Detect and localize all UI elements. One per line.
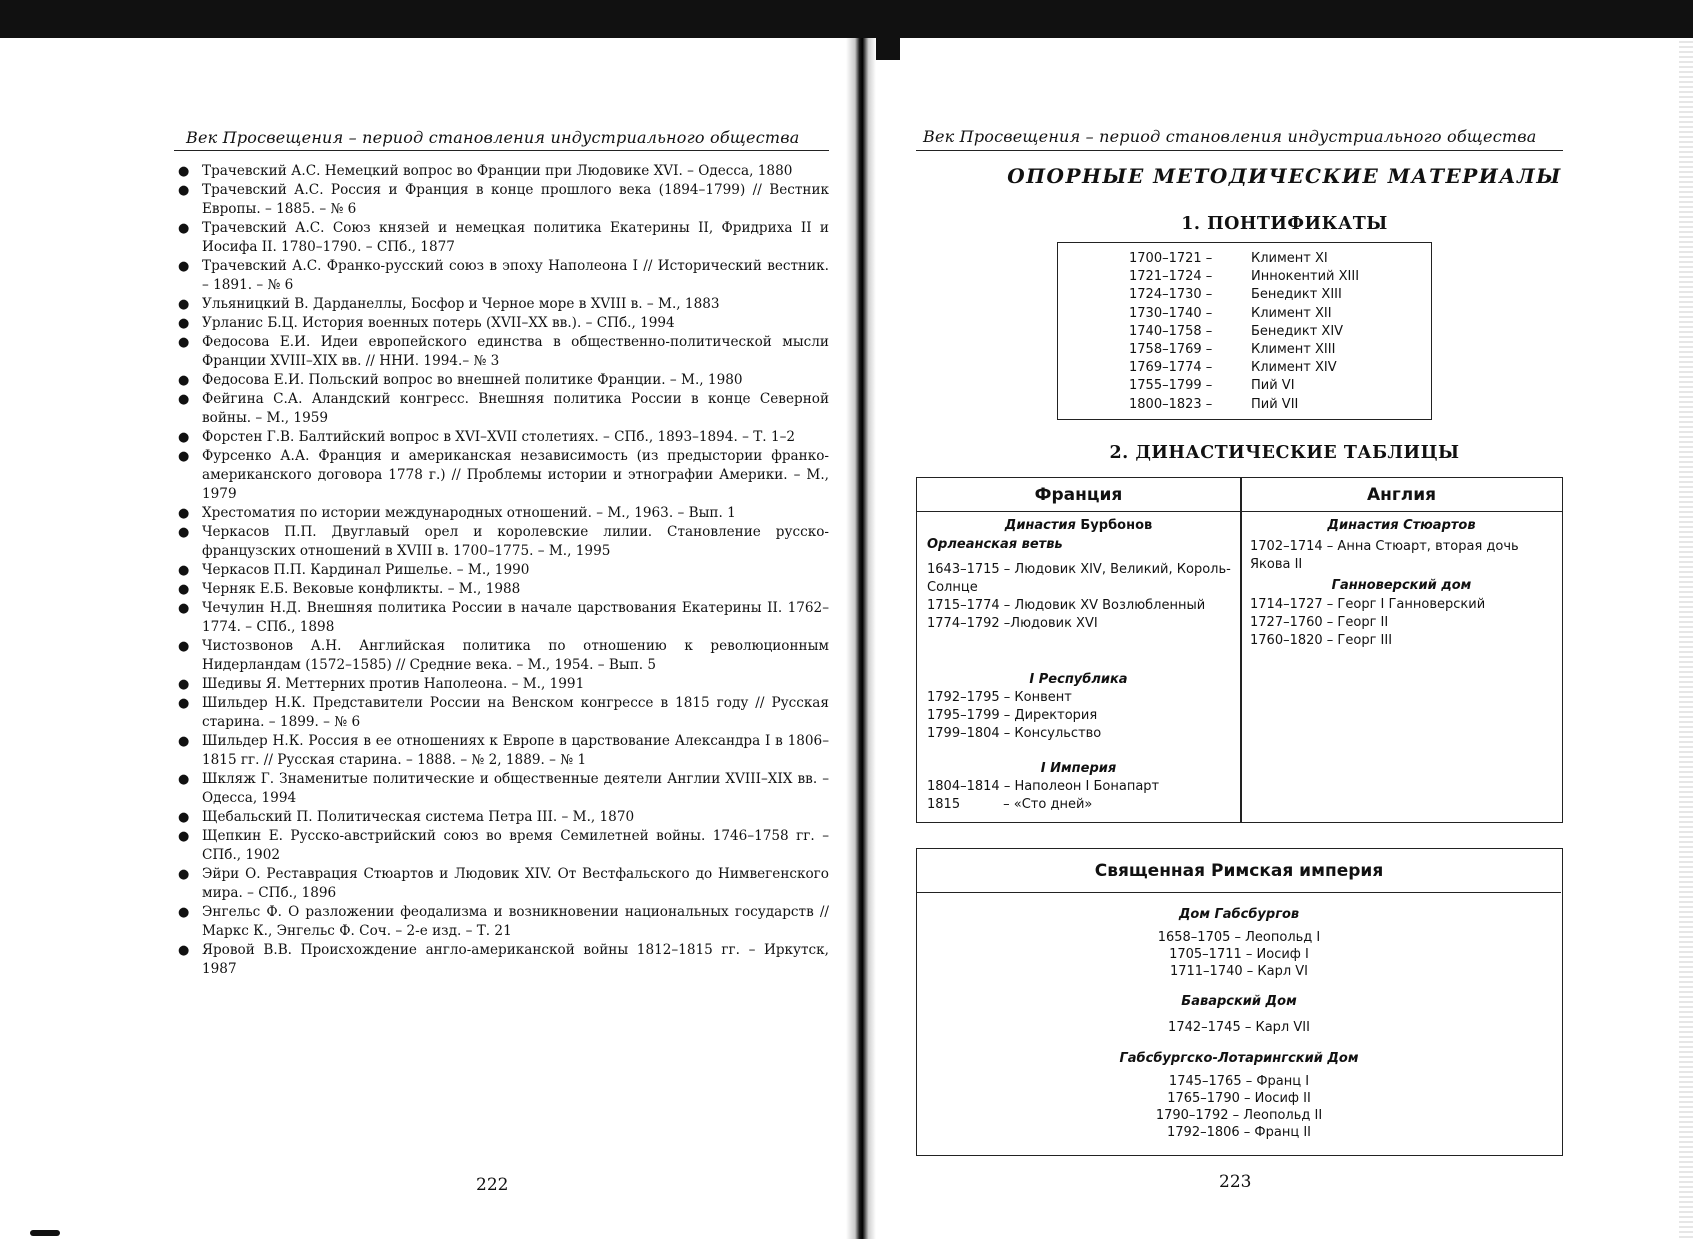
hre-habsburg-line: 1705–1711 – Иосиф I [1169,947,1309,962]
england-header: Англия [1241,478,1562,512]
running-head-right: Век Просвещения – период становления индустриального общества [923,127,1537,146]
section-title-dynastic: 2. ДИНАСТИЧЕСКИЕ ТАБЛИЦЫ [1109,443,1460,463]
book-gutter [846,38,876,1239]
bibliography-text: Ульяницкий В. Дарданеллы, Босфор и Черное море в XVIII в. – М., 1883 [202,296,720,312]
france-empire [927,778,1159,814]
france-empire-line [927,796,1159,814]
bibliography-list [174,162,829,979]
bibliography-item [174,903,829,941]
pontificate-name: Климент XII [1251,305,1332,321]
england-hanover-title: Ганноверский дом [1331,578,1472,593]
hre-title: Священная Римская империя [917,849,1561,893]
england-hanover-line: 1760–1820 – Георг III [1250,633,1393,648]
bullet-icon: ● [178,430,190,445]
pontificate-years: 1800–1823 – [1129,396,1213,412]
bullet-icon: ● [178,563,190,578]
bibliography-item [174,580,829,599]
bullet-icon: ● [178,316,190,331]
bullet-icon: ● [178,221,190,236]
bibliography-item [174,694,829,732]
bibliography-text: Шедивы Я. Меттерних против Наполеона. – М., 1991 [202,676,585,692]
hre-lorraine-title: Габсбургско-Лотарингский Дом [1119,1051,1359,1066]
bibliography-item [174,219,829,257]
bibliography-item [174,732,829,770]
pontificate-years: 1724–1730 – [1129,287,1213,303]
bullet-icon: ● [178,259,190,274]
main-title: ОПОРНЫЕ МЕТОДИЧЕСКИЕ МАТЕРИАЛЫ [1007,164,1562,188]
hre-lorraine-line: 1790–1792 – Леопольд II [1155,1108,1323,1123]
bullet-icon: ● [178,297,190,312]
bibliography-item [174,808,829,827]
france-republic-line: 1792–1795 – Конвент [927,690,1072,705]
bibliography-item [174,827,829,865]
france-dynasty [917,517,1240,535]
bullet-icon: ● [178,335,190,350]
bullet-icon: ● [178,183,190,198]
france-empire-line [927,778,1159,796]
left-page [0,0,846,1239]
france-bourbon-line: 1643–1715 – Людовик XIV, Великий, Король-Солнце [927,562,1231,595]
bullet-icon: ● [178,734,190,749]
bibliography-text: Федосова Е.И. Идеи европейского единства в общественно-политической мысли Франции XVIII–XIX вв. // ННИ. 1994.– № 3 [202,334,829,369]
bullet-icon: ● [178,810,190,825]
bibliography-item [174,941,829,979]
bibliography-item [174,637,829,675]
england-stuart-title: Династия Стюартов [1327,518,1476,533]
england-hanover-line: 1714–1727 – Георг I Ганноверский [1250,597,1486,612]
bibliography-text: Чистозвонов А.Н. Английская политика по отношению к революционным Нидерландам (1572–1585) // Средние века. – М., 1954. – Вып. 5 [202,638,829,673]
bibliography-item [174,770,829,808]
bibliography-text: Эйри О. Реставрация Стюартов и Людовик XIV. От Вестфальского до Нимвегенского мира. – СПб., 1896 [202,866,829,901]
france-branch: Орлеанская ветвь [927,537,1063,552]
bibliography-text: Шильдер Н.К. Представители России на Венском конгрессе в 1815 году // Русская старина. – 1899. – № 6 [202,695,829,730]
bibliography-item [174,428,829,447]
pontificate-row [1129,359,1337,377]
bibliography-item [174,599,829,637]
france-empire-years: 1815 [927,797,961,812]
bibliography-item [174,523,829,561]
bibliography-text: Форстен Г.В. Балтийский вопрос в XVI–XVII столетиях. – СПб., 1893–1894. – Т. 1–2 [202,429,796,445]
pontificate-row [1129,341,1335,359]
running-rule-right [916,150,1563,151]
bibliography-text: Хрестоматия по истории международных отношений. – М., 1963. – Вып. 1 [202,505,736,521]
hre-bavaria-title: Баварский Дом [1181,994,1297,1009]
france-header: Франция [917,478,1240,512]
bibliography-text: Черкасов П.П. Двуглавый орел и королевские лилии. Становление русско-французских отношений в XVIII в. 1700–1775. – М., 1995 [202,524,829,559]
france-empire-years: 1804–1814 [927,779,1000,794]
bibliography-item [174,333,829,371]
bullet-icon: ● [178,373,190,388]
france-empire-title: I Империя [1040,761,1117,776]
pontificate-row [1129,377,1295,395]
pontificate-years: 1721–1724 – [1129,269,1213,285]
right-page [876,0,1693,1239]
bibliography-text: Федосова Е.И. Польский вопрос во внешней политике Франции. – М., 1980 [202,372,743,388]
hre-habsburg-line: 1658–1705 – Леопольд I [1157,930,1321,945]
bibliography-item [174,675,829,694]
bullet-icon: ● [178,639,190,654]
pontificate-years: 1769–1774 – [1129,360,1213,376]
hre-lorraine-line: 1745–1765 – Франц I [1168,1074,1310,1089]
pontificate-name: Бенедикт XIII [1251,287,1342,303]
bibliography-item [174,561,829,580]
bullet-icon: ● [178,506,190,521]
bullet-icon: ● [178,164,190,179]
bibliography-text: Трачевский А.С. Союз князей и немецкая политика Екатерины II, Фридриха II и Иосифа II. 1780–1790. – СПб., 1877 [202,220,829,255]
pontificate-row [1129,396,1298,414]
bullet-icon: ● [178,772,190,787]
pontificate-name: Пий VII [1251,396,1299,412]
france-republic-title: I Республика [1029,672,1128,687]
bibliography-item [174,504,829,523]
page-number-right: 223 [1219,1172,1252,1192]
hre-habsburg-line: 1711–1740 – Карл VI [1169,964,1309,979]
bibliography-item [174,162,829,181]
bibliography-text: Щебальский П. Политическая система Петра III. – М., 1870 [202,809,635,825]
bibliography-text: Трачевский А.С. Немецкий вопрос во Франции при Людовике XVI. – Одесса, 1880 [202,163,793,179]
bibliography-text: Щепкин Е. Русско-австрийский союз во время Семилетней войны. 1746–1758 гг. – СПб., 1902 [202,828,829,863]
bullet-icon: ● [178,867,190,882]
pontificate-name: Пий VI [1251,378,1295,394]
bullet-icon: ● [178,525,190,540]
pontificate-name: Климент XIV [1251,360,1337,376]
pontificate-name: Климент XIII [1251,342,1336,357]
bullet-icon: ● [178,601,190,616]
bibliography-text: Яровой В.В. Происхождение англо-американской войны 1812–1815 гг. – Иркутск, 1987 [202,942,829,977]
pontificate-row [1129,305,1332,323]
france-empire-text: – «Сто дней» [1003,797,1093,812]
france-bourbons [927,561,1232,633]
bullet-icon: ● [178,449,190,464]
france-dynasty-name: Бурбонов [1075,518,1153,533]
bullet-icon: ● [178,582,190,597]
page-number-left: 222 [476,1175,509,1195]
bibliography-item [174,257,829,295]
pontificate-row [1129,268,1359,286]
england-stuart: 1702–1714 – Анна Стюарт, вторая дочь Якова II [1250,539,1519,572]
france-empire-text: – Наполеон I Бонапарт [1003,779,1160,794]
pontificate-years: 1758–1769 – [1129,342,1213,357]
pontificate-years: 1740–1758 – [1129,323,1213,339]
bullet-icon: ● [178,696,190,711]
hre-table [916,848,1563,1156]
france-dynasty-label: Династия [1004,518,1076,533]
pontificate-years: 1755–1799 – [1129,378,1213,394]
section-title-pontificates: 1. ПОНТИФИКАТЫ [1181,214,1388,234]
hre-lorraine-line: 1765–1790 – Иосиф II [1167,1091,1311,1106]
bibliography-item [174,181,829,219]
bibliography-item [174,865,829,903]
bibliography-item [174,371,829,390]
bibliography-text: Шкляж Г. Знаменитые политические и общественные деятели Англии XVIII–XIX вв. – Одесса, 1994 [202,771,829,806]
pontificate-row [1129,286,1342,304]
france-republic [927,689,1101,743]
bibliography-text: Черкасов П.П. Кардинал Ришелье. – М., 1990 [202,562,530,578]
bibliography-text: Фурсенко А.А. Франция и американская независимость (из предыстории франко-американского договора 1778 г.) // Проблемы истории и этнографии Америки. – М., 1979 [202,448,829,502]
england-hanover-line: 1727–1760 – Георг II [1250,615,1389,630]
bullet-icon: ● [178,943,190,958]
bullet-icon: ● [178,677,190,692]
bibliography-item [174,295,829,314]
hre-lorraine-line: 1792–1806 – Франц II [1167,1125,1311,1140]
hre-bavaria-line: 1742–1745 – Карл VII [1168,1020,1310,1035]
france-bourbon-line: 1774–1792 –Людовик XVI [927,616,1098,631]
bibliography-item [174,390,829,428]
running-head-left: Век Просвещения – период становления индустриального общества [186,128,800,147]
france-republic-line: 1795–1799 – Директория [927,708,1098,723]
bullet-icon: ● [178,829,190,844]
bibliography-item [174,447,829,504]
england-hanover [1250,596,1485,650]
bibliography-text: Трачевский А.С. Франко-русский союз в эпоху Наполеона I // Исторический вестник. – 1891. – № 6 [202,258,829,293]
bibliography-text: Трачевский А.С. Россия и Франция в конце прошлого века (1894–1799) // Вестник Европы. – 1885. – № 6 [202,182,829,217]
bibliography-text: Шильдер Н.К. Россия в ее отношениях к Европе в царствование Александра I в 1806–1815 гг. // Русская старина. – 1888. – № 2, 1889. – № 1 [202,733,829,768]
bullet-icon: ● [178,905,190,920]
pontificate-years: 1700–1721 – [1129,251,1213,266]
bibliography-text: Энгельс Ф. О разложении феодализма и возникновении национальных государств // Маркс К., Энгельс Ф. Соч. – 2-е изд. – Т. 21 [202,904,829,939]
france-bourbon-line: 1715–1774 – Людовик XV Возлюбленный [927,598,1206,613]
bullet-icon: ● [178,392,190,407]
pontificate-name: Бенедикт XIV [1251,323,1344,339]
pontificate-name: Климент XI [1251,251,1328,266]
pontificate-years: 1730–1740 – [1129,305,1213,321]
bibliography-text: Урланис Б.Ц. История военных потерь (XVII–XX вв.). – СПб., 1994 [202,315,675,331]
pontificate-row [1129,323,1343,341]
pontificate-name: Иннокентий XIII [1251,269,1360,285]
dynastic-table [916,477,1563,823]
france-republic-line: 1799–1804 – Консульство [927,726,1102,741]
bibliography-item [174,314,829,333]
bibliography-text: Черняк Е.Б. Вековые конфликты. – М., 1988 [202,581,521,597]
bibliography-text: Чечулин Н.Д. Внешняя политика России в начале царствования Екатерины II. 1762–1774. – СПб., 1898 [202,600,829,635]
hre-habsburg-title: Дом Габсбургов [1178,907,1300,922]
pontificate-row [1129,250,1328,268]
bibliography-text: Фейгина С.А. Аландский конгресс. Внешняя политика России в конце Северной войны. – М., 1959 [202,391,829,426]
running-rule-left [174,150,829,151]
